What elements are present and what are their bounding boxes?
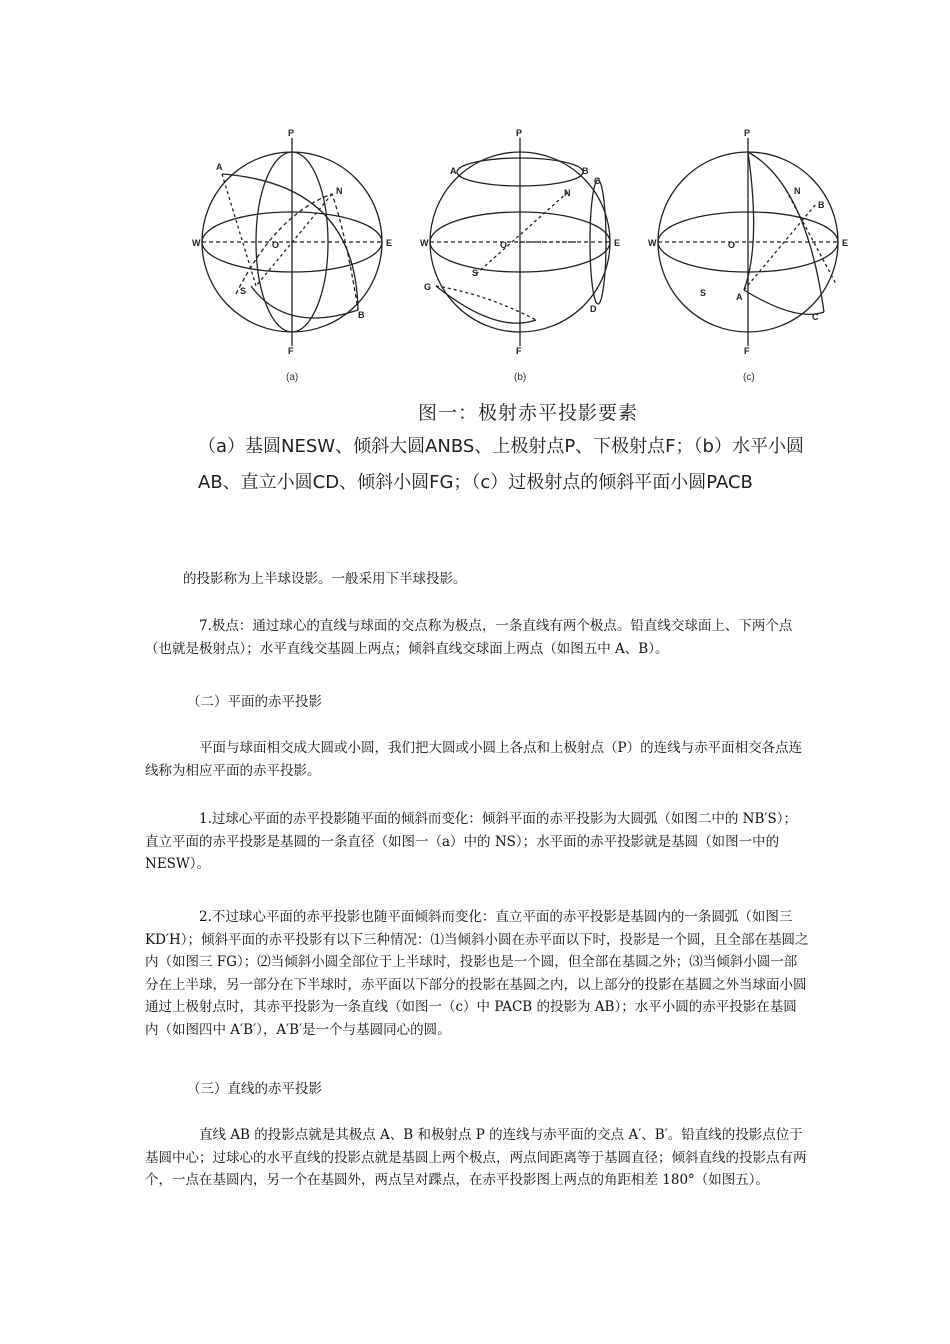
label-a-e: E — [386, 238, 393, 248]
label-c-p: P — [744, 128, 751, 138]
figure-caption-line2: AB、直立小圆CD、倾斜小圆FG；（c）过极射点的倾斜平面小圆PACB — [198, 472, 753, 493]
label-c-f: F — [744, 346, 750, 356]
label-a-a: A — [216, 162, 223, 172]
label-b-g: G — [424, 282, 432, 292]
label-b-c: C — [594, 176, 601, 186]
sphere-a — [202, 138, 382, 346]
label-c-o: O — [728, 240, 736, 250]
subfigure-label-a: (a) — [286, 372, 299, 383]
paragraph-3: 平面与球面相交成大圆或小圆，我们把大圆或小圆上各点和上极射点（P）的连线与赤平面相交各点连线称为相应平面的赤平投影。 — [145, 740, 803, 779]
stereographic-projection-figure — [192, 124, 896, 364]
label-c-c: C — [812, 312, 819, 322]
subfigure-label-c: (c) — [743, 372, 755, 383]
figure-caption-line1: （a）基圆NESW、倾斜大圆ANBS、上极射点P、下极射点F；（b）水平小圆 — [198, 436, 804, 457]
label-c-w: W — [648, 238, 657, 248]
label-b-d: D — [590, 304, 597, 314]
label-c-a: A — [736, 292, 743, 302]
label-c-e: E — [842, 238, 849, 248]
label-b-f: F — [516, 346, 522, 356]
label-b-w: W — [420, 238, 429, 248]
subfigure-label-b: (b) — [514, 372, 527, 383]
heading-plane-projection: （二）平面的赤平投影 — [187, 694, 322, 710]
paragraph-5: 2.不过球心平面的赤平投影也随平面倾斜而变化：直立平面的赤平投影是基圆内的一条圆弧（如图三 KD′H）；倾斜平面的赤平投影有以下三种情况：⑴当倾斜小圆在赤平面以下时，投影是一个圆，且全部在基圆之内（如图三 FG）；⑵当倾斜小圆全部位于上半球时，投影也是一个圆，但全部在基圆之外；⑶当倾斜小圆一部分在上半球，另一部分在下半球时，赤平面以下部分的投影在基圆之内，以上部分的投影在基圆之外当球面小圆通过上极射点时，其赤平投影为一条直线（如图一（c）中 PACB 的投影为 AB）；水平小圆的赤平投影在基圆内（如图四中 A′B′），A′B′是一个与基圆同心的圆。 — [145, 909, 809, 1038]
label-b-p: P — [516, 128, 523, 138]
label-b-e: E — [614, 238, 621, 248]
figure-title: 图一：极射赤平投影要素 — [418, 402, 639, 424]
label-c-n: N — [794, 186, 801, 196]
label-a-w: W — [192, 238, 201, 248]
label-a-p: P — [288, 128, 295, 138]
label-a-f: F — [288, 346, 294, 356]
sphere-c — [658, 138, 838, 346]
label-a-s: S — [240, 286, 247, 296]
paragraph-6: 直线 AB 的投影点就是其极点 A、B 和极射点 P 的连线与赤平面的交点 A′、B′。铅直线的投影点位于基圆中心；过球心的水平直线的投影点就是基圆上两个极点，两点间距离等于基圆直径；倾斜直线的投影点有两个，一点在基圆内，另一个在基圆外，两点呈对蹀点，在赤平投影图上两点的角距相差 180°（如图五）。 — [145, 1127, 807, 1188]
label-b-n: N — [564, 188, 571, 198]
label-c-b: B — [818, 200, 825, 210]
label-c-s: S — [700, 288, 707, 298]
label-b-a: A — [450, 166, 457, 176]
label-a-n: N — [336, 186, 343, 196]
heading-line-projection: （三）直线的赤平投影 — [187, 1081, 322, 1097]
paragraph-4: 1.过球心平面的赤平投影随平面的倾斜而变化：倾斜平面的赤平投影为大圆弧（如图二中的 NB′S）；直立平面的赤平投影是基圆的一条直径（如图一（a）中的 NS）；水平面的赤平投影就是基圆（如图一中的 NESW）。 — [145, 811, 797, 872]
label-a-b: B — [358, 310, 365, 320]
label-b-s: S — [472, 268, 479, 278]
label-b-o: O — [500, 240, 508, 250]
label-b-b: B — [582, 166, 589, 176]
label-a-o: O — [272, 240, 280, 250]
paragraph-2: 7.极点：通过球心的直线与球面的交点称为极点，一条直线有两个极点。铅直线交球面上、下两个点（也就是极射点）；水平直线交基圆上两点；倾斜直线交球面上两点（如图五中 A、B）。 — [145, 618, 793, 657]
paragraph-1: 的投影称为上半球设影。一般采用下半球投影。 — [183, 571, 467, 587]
